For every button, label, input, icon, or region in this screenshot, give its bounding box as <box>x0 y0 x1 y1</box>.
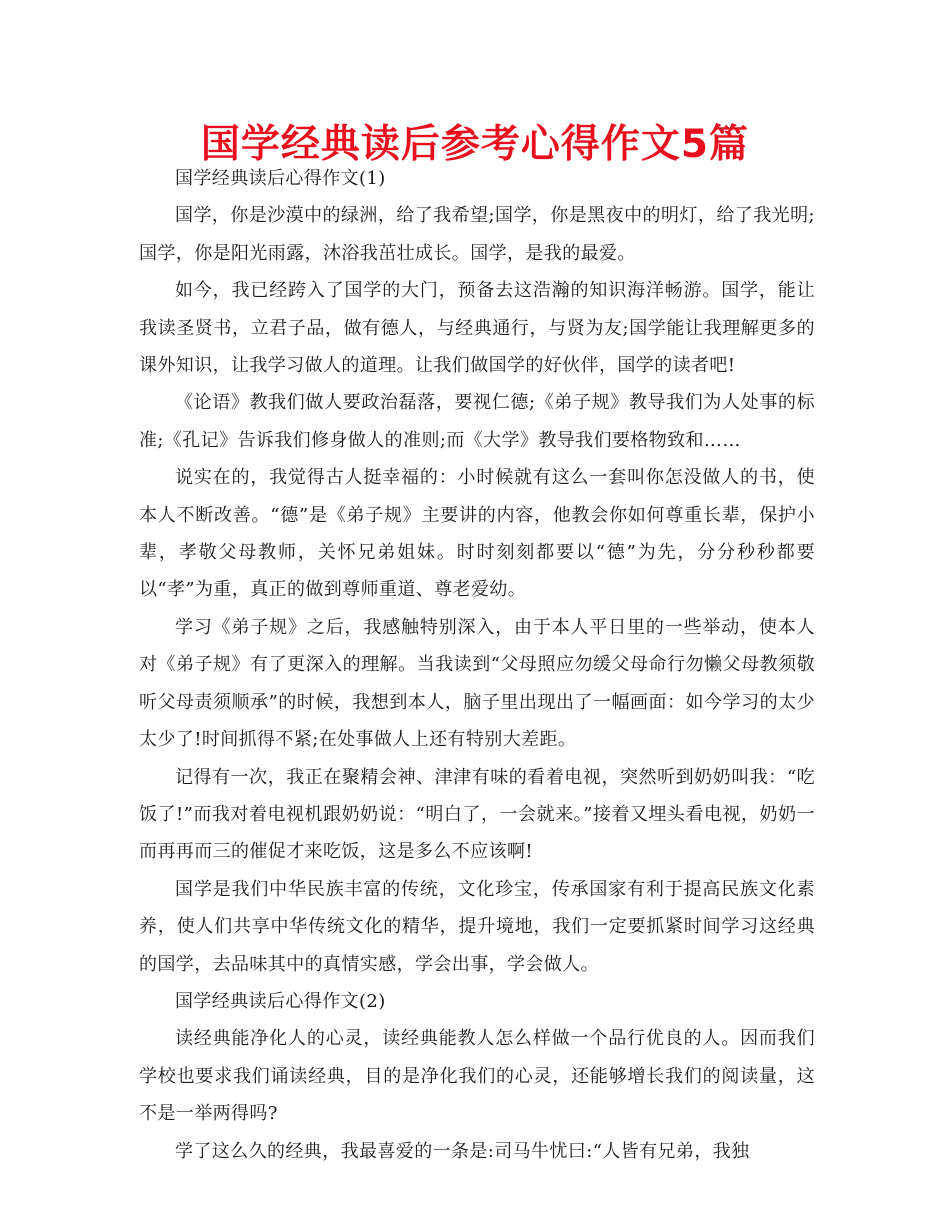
section-heading-1: 国学经典读后心得作文(1) <box>175 168 386 189</box>
paragraph: 国学，你是沙漠中的绿洲，给了我希望;国学，你是黑夜中的明灯，给了我光明;国学，你是阳光雨露，沐浴我茁壮成长。国学，是我的最爱。 <box>139 205 815 264</box>
paragraph: 读经典能净化人的心灵，读经典能教人怎么样做一个品行优良的人。因而我们学校也要求我们诵读经典，目的是净化我们的心灵，还能够增长我们的阅读量，这不是一举两得吗? <box>139 1028 815 1125</box>
section-heading-2: 国学经典读后心得作文(2) <box>175 990 386 1012</box>
paragraph: 记得有一次，我正在聚精会神、津津有味的看着电视，突然听到奶奶叫我：“吃饭了!”而我对着电视机跟奶奶说：“明白了，一会就来。”接着又埋头看电视，奶奶一而再再而三的催促才来吃饭，这是多么不应该啊! <box>139 766 815 863</box>
paragraph: 学了这么久的经典，我最喜爱的一条是:司马牛忧曰:“人皆有兄弟，我独 <box>175 1140 750 1162</box>
paragraph: 《论语》教我们做人要政治磊落，要视仁德;《弟子规》教导我们为人处事的标准;《孔记》告诉我们修身做人的准则;而《大学》教导我们要格物致和…… <box>139 392 815 451</box>
paragraph: 说实在的，我觉得古人挺幸福的：小时候就有这么一套叫你怎没做人的书，使本人不断改善。“德”是《弟子规》主要讲的内容，他教会你如何尊重长辈，保护小辈，孝敬父母教师，关怀兄弟姐妹。时时刻刻都要以“德”为先，分分秒秒都要以“孝”为重，真正的做到尊师重道、尊老爱幼。 <box>139 467 815 601</box>
paragraph: 国学是我们中华民族丰富的传统，文化珍宝，传承国家有利于提高民族文化素养，使人们共享中华传统文化的精华，提升境地，我们一定要抓紧时间学习这经典的国学，去品味其中的真情实感，学会出事，学会做人。 <box>139 878 815 975</box>
paragraph: 如今，我已经跨入了国学的大门，预备去这浩瀚的知识海洋畅游。国学，能让我读圣贤书，立君子品，做有德人，与经典通行，与贤为友;国学能让我理解更多的课外知识，让我学习做人的道理。让我们做国学的好伙伴，国学的读者吧! <box>139 280 815 377</box>
document-title: 国学经典读后参考心得作文5篇 <box>200 122 750 167</box>
document-body <box>139 160 815 1170</box>
paragraph: 学习《弟子规》之后，我感触特别深入，由于本人平日里的一些举动，使本人对《弟子规》有了更深入的理解。当我读到“父母照应勿缓父母命行勿懒父母教须敬听父母责须顺承”的时候，我想到本人，脑子里出现出了一幅画面：如今学习的太少太少了!时间抓得不紧;在处事做人上还有特别大差距。 <box>139 616 815 751</box>
